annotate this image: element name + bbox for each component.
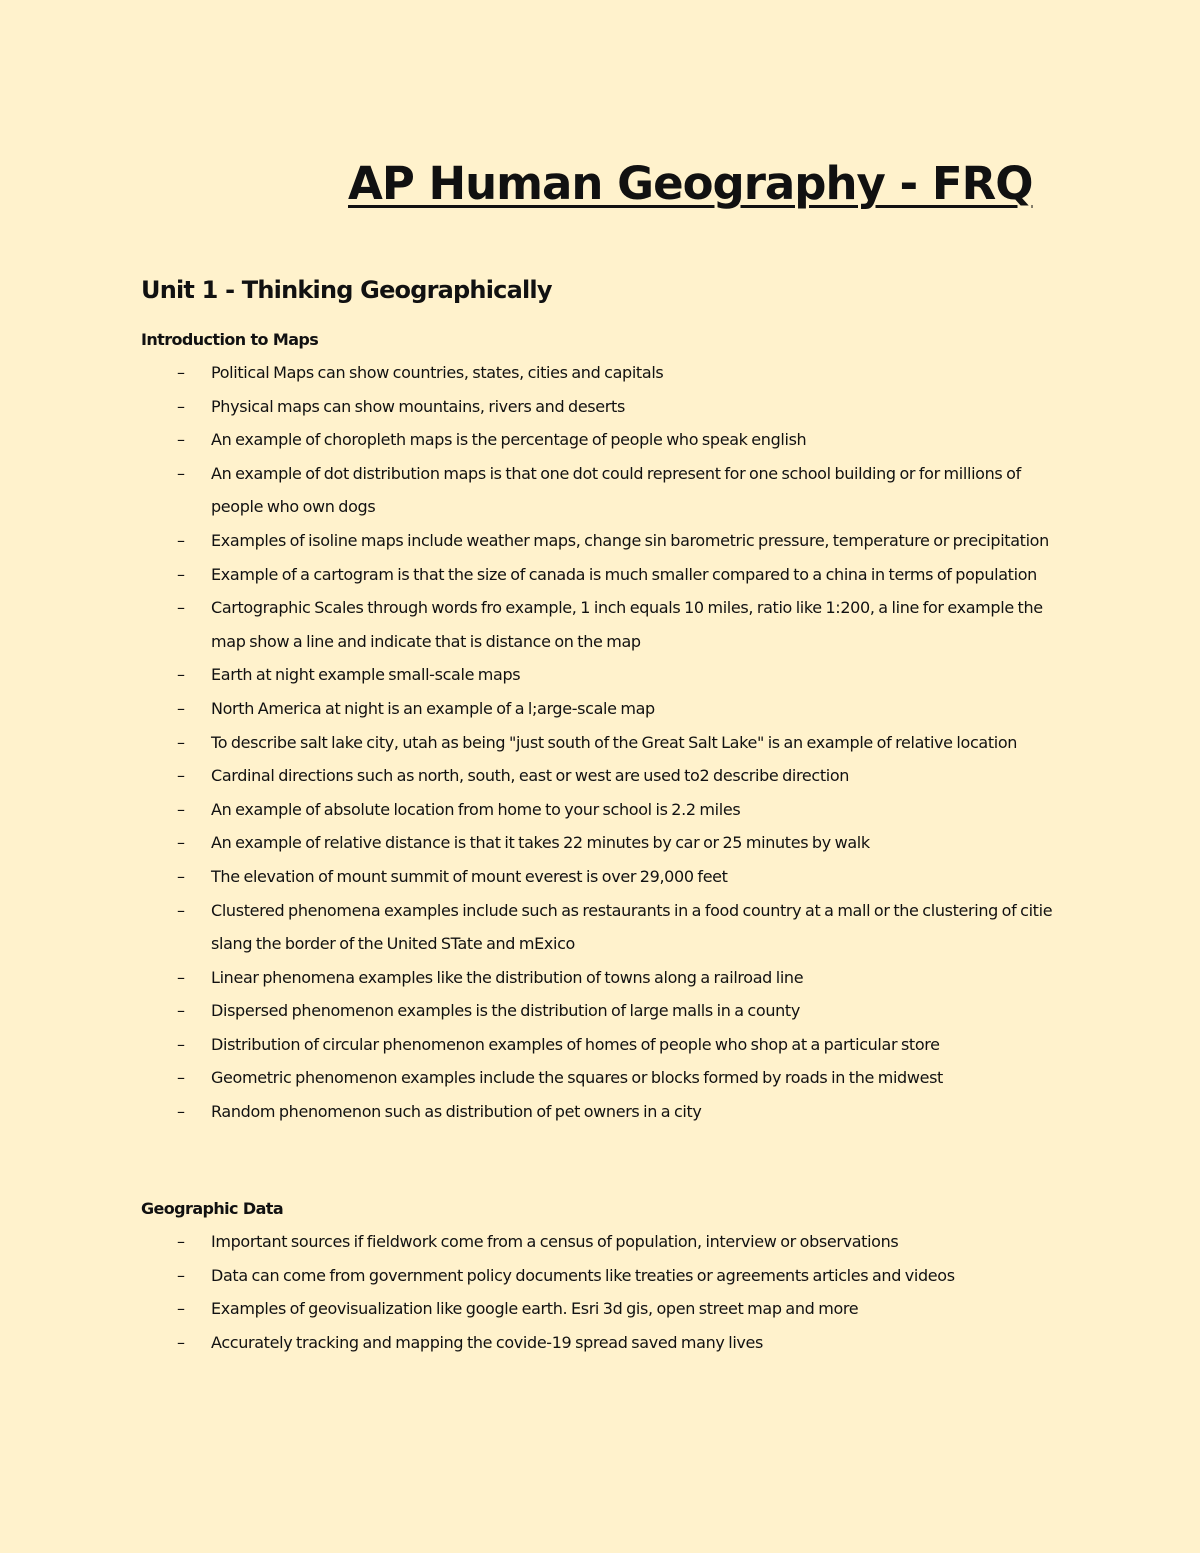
- bullet-dash-icon: –: [177, 732, 185, 752]
- bullet-dash-icon: –: [177, 1001, 185, 1021]
- bullet-dash-icon: –: [177, 430, 185, 450]
- list-item-text: Clustered phenomena examples include such as restaurants in a food country at a mall or the clustering of citie slang the border of the United STate and mExico: [211, 900, 1053, 954]
- list-item: [141, 759, 1057, 793]
- list-item: [141, 591, 1057, 658]
- list-item-text: Physical maps can show mountains, rivers and deserts: [211, 396, 625, 416]
- list-item-text: An example of choropleth maps is the percentage of people who speak english: [211, 430, 807, 450]
- list-item: [141, 558, 1057, 592]
- list-item: [141, 894, 1057, 961]
- list-item-text: An example of relative distance is that it takes 22 minutes by car or 25 minutes by walk: [211, 833, 870, 853]
- bullet-dash-icon: –: [177, 530, 185, 550]
- bullet-dash-icon: –: [177, 363, 185, 382]
- section-introduction-to-maps: [141, 324, 1081, 1129]
- bullet-dash-icon: –: [177, 799, 185, 819]
- list-item: [141, 726, 1057, 760]
- list-item: [141, 658, 1057, 692]
- list-item-text: Political Maps can show countries, states, cities and capitals: [211, 363, 664, 382]
- bullet-dash-icon: –: [177, 564, 185, 584]
- bullet-dash-icon: –: [177, 1068, 185, 1088]
- list-item: [141, 356, 1057, 390]
- list-item-text: An example of absolute location from home to your school is 2.2 miles: [211, 799, 741, 819]
- bullet-dash-icon: –: [177, 833, 185, 853]
- list-item: [141, 423, 1057, 457]
- list-item: [141, 961, 1057, 995]
- list-item: [141, 1292, 1057, 1326]
- list-item: [141, 457, 1057, 524]
- bullet-dash-icon: –: [177, 698, 185, 718]
- list-item: [141, 1061, 1057, 1095]
- section-heading: Introduction to Maps: [141, 330, 319, 349]
- list-item-text: An example of dot distribution maps is that one dot could represent for one school building or for millions of people who own dogs: [211, 463, 1021, 517]
- list-item-text: Geometric phenomenon examples include the squares or blocks formed by roads in the midwest: [211, 1068, 943, 1088]
- list-item: [141, 1259, 1057, 1293]
- list-item: [141, 524, 1057, 558]
- list-item-text: Example of a cartogram is that the size of canada is much smaller compared to a china in terms of population: [211, 564, 1037, 584]
- bullet-dash-icon: –: [177, 463, 185, 483]
- list-item: [141, 793, 1057, 827]
- bullet-dash-icon: –: [177, 598, 185, 618]
- bullet-list: [141, 1225, 1081, 1359]
- list-item: [141, 1225, 1057, 1259]
- list-item-text: To describe salt lake city, utah as being "just south of the Great Salt Lake" is an example of relative location: [211, 732, 1018, 752]
- document-title: AP Human Geography - FRQ: [348, 157, 1033, 210]
- list-item-text: Earth at night example small-scale maps: [211, 665, 521, 685]
- list-item-text: The elevation of mount summit of mount everest is over 29,000 feet: [211, 866, 728, 886]
- list-item: [141, 1326, 1057, 1360]
- bullet-dash-icon: –: [177, 866, 185, 886]
- bullet-dash-icon: –: [177, 1265, 185, 1285]
- bullet-dash-icon: –: [177, 766, 185, 786]
- list-item-text: Dispersed phenomenon examples is the distribution of large malls in a county: [211, 1001, 800, 1021]
- bullet-dash-icon: –: [177, 1034, 185, 1054]
- list-item-text: Accurately tracking and mapping the covide-19 spread saved many lives: [211, 1332, 764, 1352]
- bullet-dash-icon: –: [177, 1332, 185, 1352]
- bullet-dash-icon: –: [177, 1232, 185, 1251]
- bullet-dash-icon: –: [177, 396, 185, 416]
- list-item: [141, 1028, 1057, 1062]
- list-item-text: Random phenomenon such as distribution of pet owners in a city: [211, 1102, 702, 1122]
- bullet-dash-icon: –: [177, 967, 185, 987]
- unit-heading: Unit 1 - Thinking Geographically: [141, 276, 552, 304]
- list-item-text: Linear phenomena examples like the distribution of towns along a railroad line: [211, 967, 804, 987]
- list-item: [141, 390, 1057, 424]
- list-item-text: Data can come from government policy documents like treaties or agreements articles and videos: [211, 1265, 955, 1285]
- bullet-dash-icon: –: [177, 1102, 185, 1122]
- bullet-list: [141, 356, 1081, 1129]
- list-item: [141, 860, 1057, 894]
- list-item-text: Examples of isoline maps include weather maps, change sin barometric pressure, temperature or precipitation: [211, 530, 1049, 550]
- list-item: [141, 826, 1057, 860]
- list-item-text: Cartographic Scales through words fro example, 1 inch equals 10 miles, ratio like 1:200, a line for example the map show a line and indicate that is distance on the map: [211, 598, 1043, 651]
- section-heading: Geographic Data: [141, 1199, 284, 1218]
- list-item-text: Examples of geovisualization like google earth. Esri 3d gis, open street map and more: [211, 1299, 859, 1319]
- bullet-dash-icon: –: [177, 900, 185, 920]
- list-item-text: Important sources if fieldwork come from a census of population, interview or observations: [211, 1232, 899, 1251]
- list-item-text: Distribution of circular phenomenon examples of homes of people who shop at a particular store: [211, 1034, 940, 1054]
- list-item: [141, 1095, 1057, 1129]
- list-item-text: North America at night is an example of a l;arge-scale map: [211, 698, 655, 718]
- list-item: [141, 994, 1057, 1028]
- list-item: [141, 692, 1057, 726]
- bullet-dash-icon: –: [177, 1299, 185, 1319]
- bullet-dash-icon: –: [177, 665, 185, 685]
- list-item-text: Cardinal directions such as north, south, east or west are used to2 describe direction: [211, 766, 850, 786]
- section-geographic-data: [141, 1193, 1081, 1359]
